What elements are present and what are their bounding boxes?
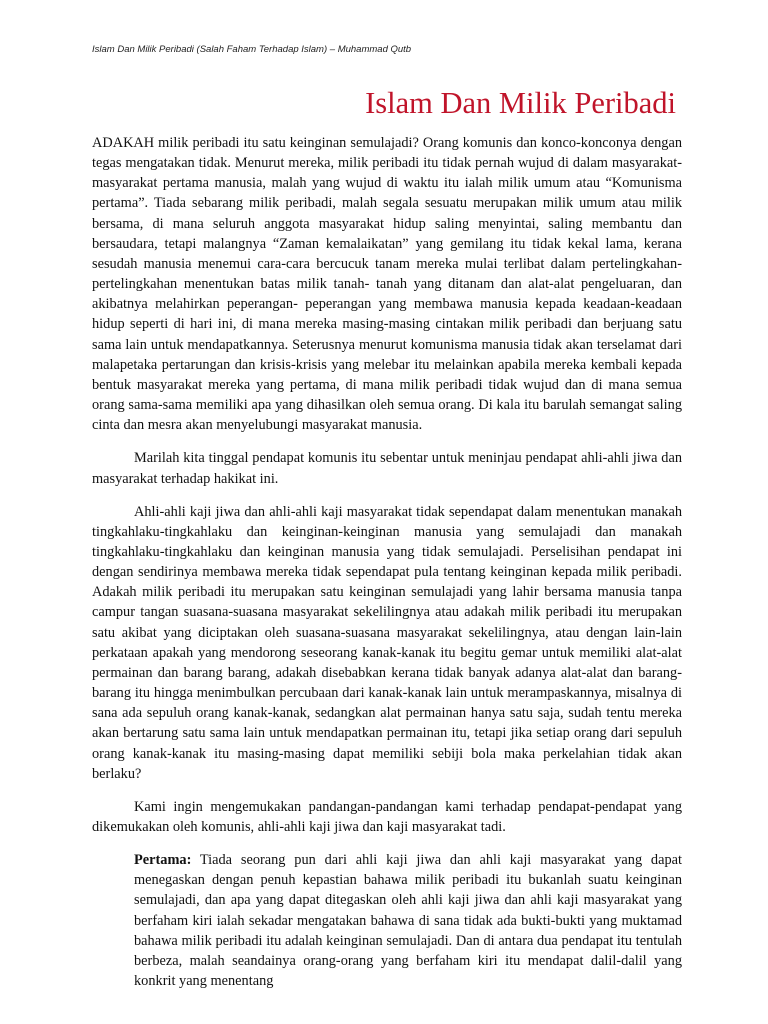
article-title: Islam Dan Milik Peribadi bbox=[365, 86, 676, 120]
point-one-text: Tiada seorang pun dari ahli kaji jiwa dan ahli kaji masyarakat yang dapat menegaskan dengan penuh kepastian bahawa milik peribadi itu bukanlah suatu keinginan semulajadi, dan apa yang dapat ditegaskan oleh ahli kaji jiwa dan ahli kaji masyarakat yang berfaham kiri ialah sekadar mengatakan bahawa di sana tidak ada bukti-bukti yang muktamad bahawa milik peribadi itu adalah keinginan semulajadi. Dan di antara dua pendapat itu tentulah berbeza, malah seandainya orang-orang yang berfaham kiri itu mendapat dalil-dalil yang konkrit yang menentang bbox=[134, 852, 682, 990]
paragraph-point-one bbox=[134, 850, 682, 991]
paragraph-transition: Marilah kita tinggal pendapat komunis itu sebentar untuk meninjau pendapat ahli-ahli jiwa dan masyarakat terhadap hakikat ini. bbox=[92, 450, 682, 487]
paragraph-experts: Ahli-ahli kaji jiwa dan ahli-ahli kaji masyarakat tidak sependapat dalam menentukan manakah tingkahlaku-tingkahlaku dan keinginan-keinginan manusia yang semulajadi dan manakah tingkahlaku-tingkahlaku dan keinginan manusia yang tidak semulajadi. Perselisihan pendapat ini dengan sendirinya membawa mereka tidak sependapat pula tentang keinginan kepada milik peribadi. Adakah milik peribadi itu merupakan satu keinginan semulajadi yang lahir bersama manusia tanpa campur tangan suasana-suasana masyarakat sekelilingnya atau adakah milik peribadi itu merupakan satu akibat yang diciptakan oleh suasana-suasana masyarakat sekelilingnya, atau dengan lain-lain perkataan apakah yang mendorong seseorang kanak-kanak itu begitu gemar untuk memiliki alat-alat permainan dan barang barang, adakah disebabkan kerana tidak banyak adanya alat-alat dan barang-barang itu hingga menimbulkan percubaan dari kanak-kanak lain untuk merampaskannya, misalnya di sana ada sepuluh orang kanak-kanak, sedangkan alat permainan hanya satu saja, sudah tentu mereka akan bertarung satu sama lain untuk mendapatkan permainan itu, tetapi jika setiap orang dari sepuluh orang kanak-kanak itu masing-masing dapat memiliki sebiji bola maka perkelahian tidak akan berlaku? bbox=[92, 503, 682, 782]
point-one-label: Pertama: bbox=[134, 852, 192, 869]
article-body bbox=[92, 133, 682, 991]
paragraph-views: Kami ingin mengemukakan pandangan-pandangan kami terhadap pendapat-pendapat yang dikemukakan oleh komunis, ahli-ahli kaji jiwa dan kaji masyarakat tadi. bbox=[92, 798, 682, 835]
running-header: Islam Dan Milik Peribadi (Salah Faham Terhadap Islam) – Muhammad Qutb bbox=[92, 44, 412, 55]
paragraph-intro: ADAKAH milik peribadi itu satu keinginan semulajadi? Orang komunis dan konco-konconya dengan tegas mengatakan tidak. Menurut mereka, milik peribadi itu tidak pernah wujud di dalam masyarakat-masyarakat pertama manusia, malah yang wujud di waktu itu ialah milik umum atau “Komunisma pertama”. Tiada sebarang milik peribadi, malah segala sesuatu merupakan milik umum atau milik bersama, di mana seluruh anggota masyarakat hidup saling menyintai, saling membantu dan bersaudara, tetapi malangnya “Zaman kemalaikatan” yang gemilang itu tidak kekal lama, kerana sesudah manusia menemui cara-cara bercucuk tanam mereka mulai terlibat dalam pertelingkahan-pertelingkahan menentukan batas milik tanah- tanah yang ditanam dan alat-alat pengeluaran, dan akibatnya melahirkan peperangan- peperangan yang membawa manusia kepada keadaan-keadaan hidup seperti di hari ini, di mana mereka masing-masing cintakan milik peribadi dan berjuang satu sama lain untuk mendapatkannya. Seterusnya menurut komunisma manusia tidak akan terselamat dari malapetaka pertarungan dan krisis-krisis yang melebar itu melainkan apabila mereka kembali kepada bentuk masyarakat mereka yang pertama, di mana milik peribadi tidak wujud dan di mana semua orang sama-sama memiliki apa yang dihasilkan oleh semua orang. Di kala itu barulah semangat saling cinta dan mesra akan menyelubungi masyarakat manusia. bbox=[92, 135, 682, 434]
